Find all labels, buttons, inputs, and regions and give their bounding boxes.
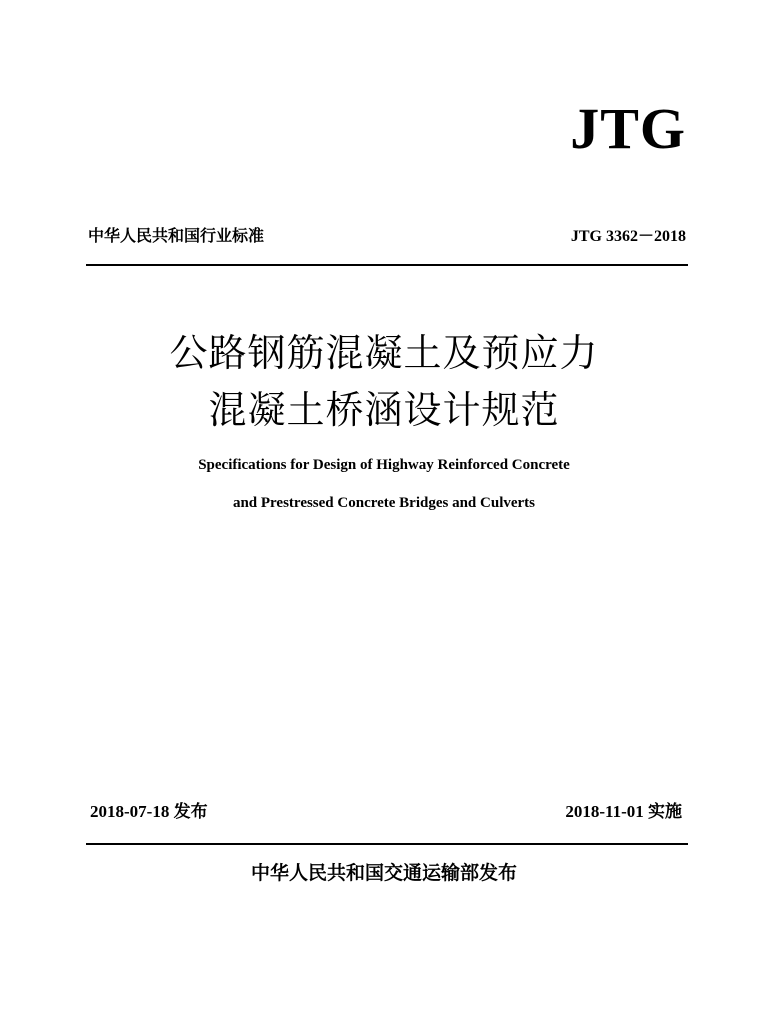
- document-title-line-2: 混凝土桥涵设计规范: [208, 388, 560, 432]
- effective-date: 2018-11-01 实施: [565, 802, 682, 821]
- jtg-logo: JTG: [570, 96, 686, 161]
- publisher: 中华人民共和国交通运输部发布: [250, 862, 517, 884]
- english-title-line-2: and Prestressed Concrete Bridges and Culverts: [232, 495, 536, 511]
- bottom-divider: [86, 843, 688, 845]
- top-divider: [86, 264, 688, 266]
- document-title-line-1: 公路钢筋混凝土及预应力: [169, 331, 599, 375]
- issue-date: 2018-07-18 发布: [90, 802, 208, 821]
- standard-category: 中华人民共和国行业标准: [88, 226, 265, 245]
- english-title-line-1: Specifications for Design of Highway Reinforced Concrete: [198, 457, 570, 473]
- standard-number: JTG 3362－2018: [570, 228, 686, 245]
